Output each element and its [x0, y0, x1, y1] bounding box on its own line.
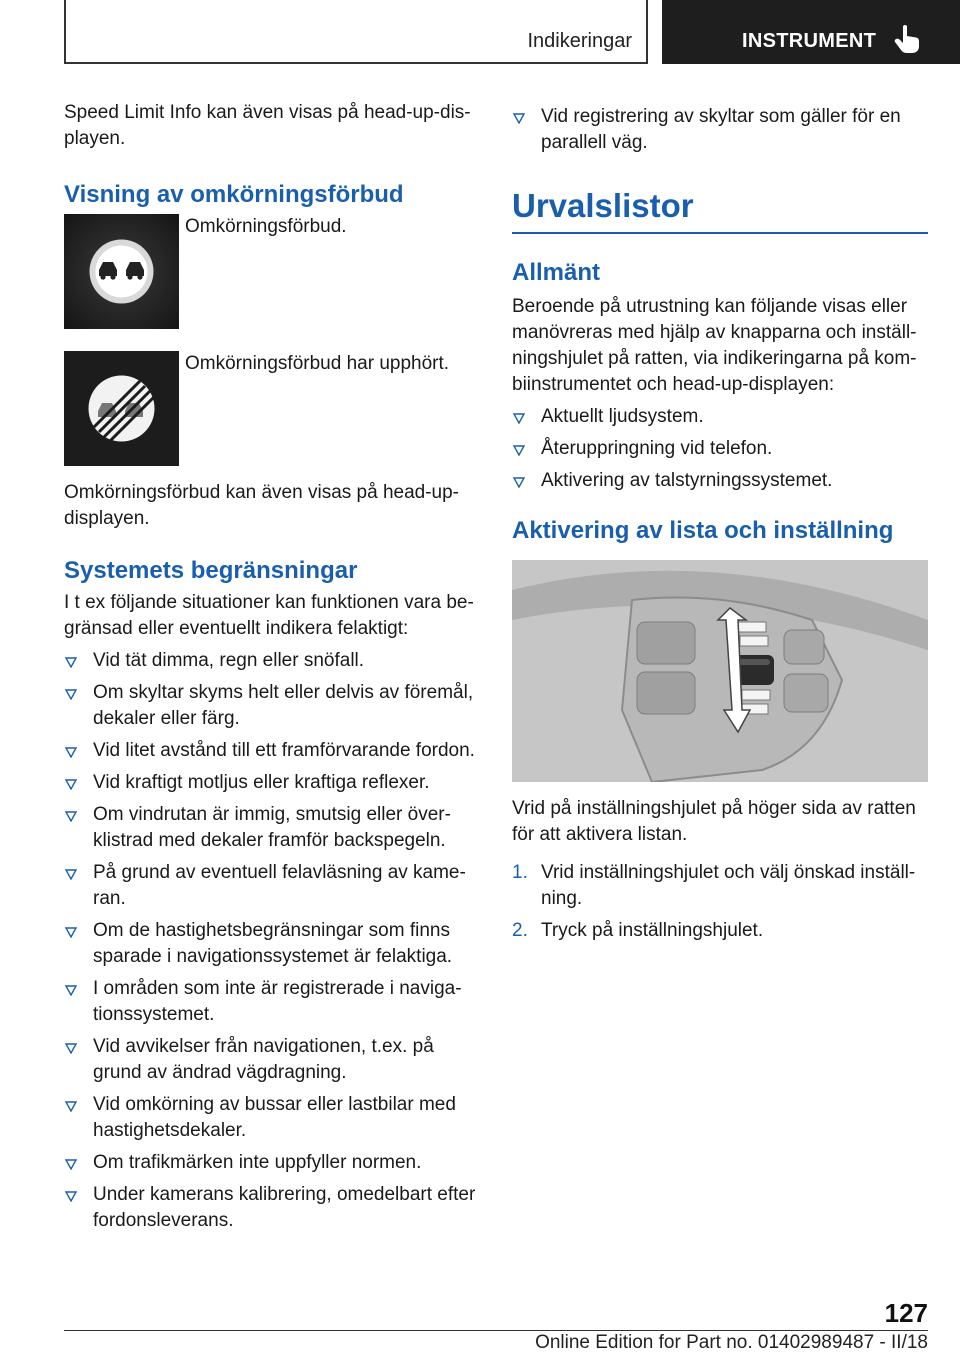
triangle-bullet-icon: [513, 477, 525, 488]
list-item: Vid tät dimma, regn eller snöfall.: [64, 648, 478, 674]
end-no-overtaking-sign-icon: [64, 351, 179, 466]
intro-paragraph: Speed Limit Info kan även visas på head-up-dis-playen.: [64, 102, 471, 149]
list-item: I områden som inte är registrerade i naviga-tionssystemet.: [64, 976, 478, 1028]
header-section-box: [64, 0, 648, 64]
after-signs-paragraph: Omkörningsförbud kan även visas på head-up-displayen.: [64, 482, 460, 529]
general-list: [512, 404, 928, 494]
heading-activate-list: Aktivering av lista och inställning: [512, 517, 894, 544]
limits-list: [64, 648, 478, 1234]
footer-edition: Online Edition for Part no. 01402989487 - II/18: [535, 1332, 928, 1353]
triangle-bullet-icon: [65, 657, 77, 668]
header-chapter-title: INSTRUMENT: [742, 30, 877, 52]
triangle-bullet-icon: [513, 445, 525, 456]
list-item: Om de hastighetsbegränsningar som finns sparade i navigationssystemet är felaktiga.: [64, 918, 478, 970]
triangle-bullet-icon: [513, 113, 525, 124]
triangle-bullet-icon: [65, 1043, 77, 1054]
sign1-caption: Omkörningsförbud.: [185, 216, 347, 237]
triangle-bullet-icon: [513, 413, 525, 424]
step-number: 2.: [512, 920, 528, 941]
limits-list-continued: [512, 104, 928, 156]
general-paragraph: Beroende på utrustning kan följande visas eller manövreras med hjälp av knapparna och inställ-ningshjulet på ratten, via indikeringarna på kom-biinstrumentet och head-up-displayen:: [512, 296, 917, 395]
page-number: 127: [884, 1298, 928, 1328]
footer-rule: [64, 1330, 928, 1331]
header-chapter-tab: [662, 0, 960, 64]
pointing-hand-icon: [894, 24, 920, 54]
list-item: På grund av eventuell felavläsning av kame-ran.: [64, 860, 478, 912]
list-item: Vid kraftigt motljus eller kraftiga reflexer.: [64, 770, 478, 796]
list-item: Under kamerans kalibrering, omedelbart efter fordonsleverans.: [64, 1182, 478, 1234]
steering-wheel-image: [512, 560, 928, 782]
heading-system-limits: Systemets begränsningar: [64, 557, 358, 584]
heading-rule: [512, 232, 928, 234]
sign2-caption: Omkörningsförbud har upphört.: [185, 353, 450, 374]
triangle-bullet-icon: [65, 1191, 77, 1202]
header-section-title: Indikeringar: [527, 30, 632, 52]
no-overtaking-sign-icon: [64, 214, 179, 329]
triangle-bullet-icon: [65, 927, 77, 938]
right-column: [512, 104, 928, 944]
triangle-bullet-icon: [65, 747, 77, 758]
triangle-bullet-icon: [65, 985, 77, 996]
limits-intro: I t ex följande situationer kan funktionen vara be-gränsad eller eventuellt indikera felaktigt:: [64, 592, 474, 639]
steps-list: [512, 860, 928, 944]
triangle-bullet-icon: [65, 779, 77, 790]
list-item: Aktivering av talstyrningssystemet.: [512, 468, 928, 494]
sign-row-no-overtaking: [64, 214, 478, 329]
sign-row-end-no-overtaking: [64, 351, 478, 466]
list-item: Återuppringning vid telefon.: [512, 436, 928, 462]
list-item: Vid litet avstånd till ett framförvarande fordon.: [64, 738, 478, 764]
list-item: Vid registrering av skyltar som gäller för en parallell väg.: [512, 104, 928, 156]
activate-paragraph: Vrid på inställningshjulet på höger sida av ratten för att aktivera listan.: [512, 798, 916, 845]
triangle-bullet-icon: [65, 811, 77, 822]
list-item: 1. Vrid inställningshjulet och välj önskad inställ-ning.: [512, 862, 916, 909]
heading-selection-lists: Urvalslistor: [512, 187, 694, 224]
left-column: [64, 100, 478, 1234]
list-item: Om vindrutan är immig, smutsig eller över-klistrad med dekaler framför backspegeln.: [64, 802, 478, 854]
step-number: 1.: [512, 862, 528, 883]
triangle-bullet-icon: [65, 869, 77, 880]
triangle-bullet-icon: [65, 1159, 77, 1170]
list-item: Om trafikmärken inte uppfyller normen.: [64, 1150, 478, 1176]
heading-general: Allmänt: [512, 259, 601, 286]
triangle-bullet-icon: [65, 1101, 77, 1112]
list-item: Vid avvikelser från navigationen, t.ex. på grund av ändrad vägdragning.: [64, 1034, 478, 1086]
list-item: Vid omkörning av bussar eller lastbilar med hastighetsdekaler.: [64, 1092, 478, 1144]
list-item: Om skyltar skyms helt eller delvis av föremål, dekaler eller färg.: [64, 680, 478, 732]
heading-overtaking-display: Visning av omkörningsförbud: [64, 181, 404, 208]
list-item: Aktuellt ljudsystem.: [512, 404, 928, 430]
list-item: 2. Tryck på inställningshjulet.: [512, 918, 928, 944]
triangle-bullet-icon: [65, 689, 77, 700]
